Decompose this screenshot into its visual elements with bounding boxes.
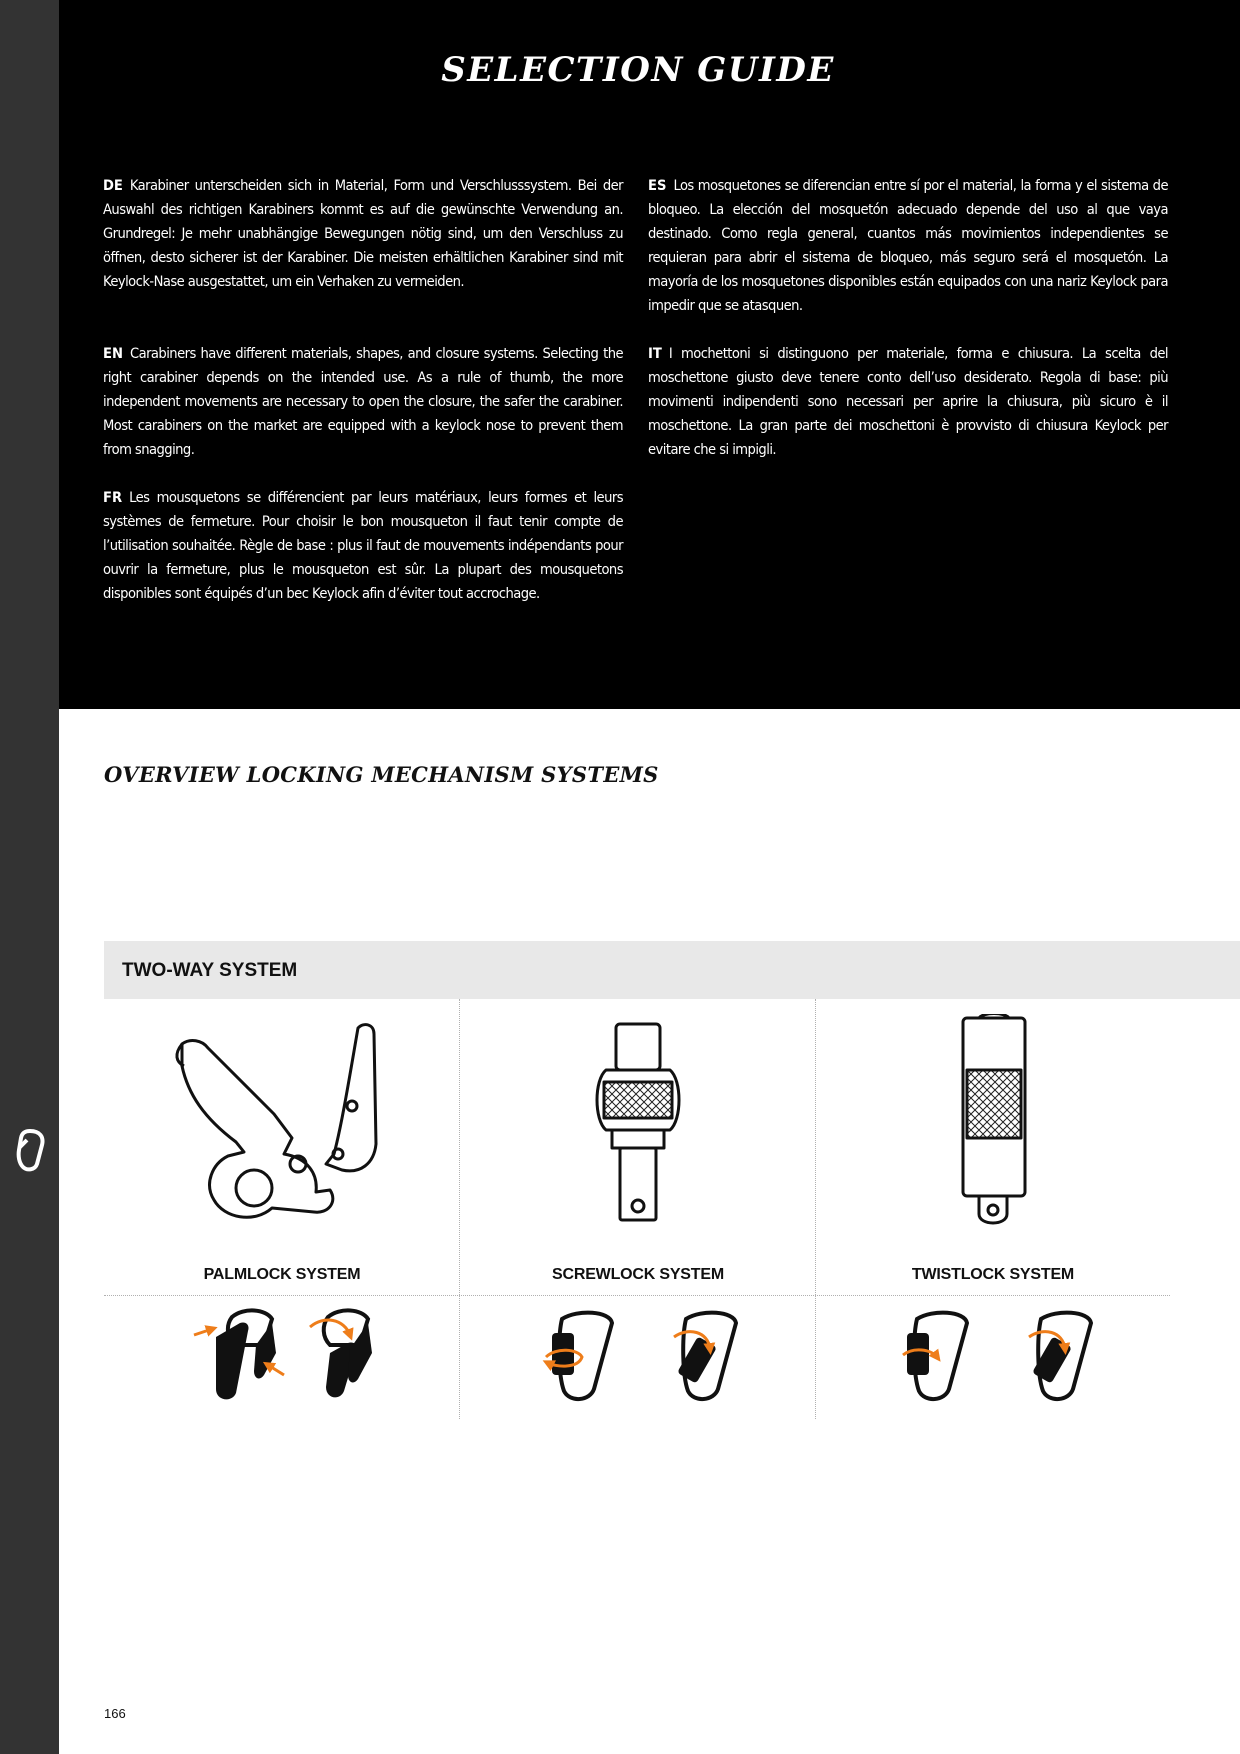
twistlock-column <box>815 999 1171 1419</box>
sidebar <box>0 0 59 1754</box>
paragraph-es <box>648 174 1168 318</box>
language-code-it: IT <box>648 345 662 362</box>
system-header-label: TWO-WAY SYSTEM <box>122 960 298 981</box>
language-code-de: DE <box>103 177 123 194</box>
paragraph-de <box>103 174 623 294</box>
paragraph-text-de: Karabiner unterscheiden sich in Material, Form und Verschlusssystem. Bei der Auswahl des richtigen Karabiners kommt es auf die gewünschte Verwendung an. Grundregel: Je mehr unabhängige Bewegungen nötig sind, um den Verschluss zu öffnen, desto sicherer ist der Karabiner. Die meisten erhältlichen Karabiner sind mit Keylock-Nase ausgestattet, um ein Verhaken zu vermeiden. <box>103 177 623 290</box>
palmlock-label: PALMLOCK SYSTEM <box>203 1266 361 1283</box>
language-code-en: EN <box>103 345 123 362</box>
paragraph-it <box>648 342 1168 462</box>
system-header-bar <box>104 941 1240 999</box>
twistlock-operation-icon <box>815 1305 1171 1415</box>
paragraph-text-en: Carabiners have different materials, shapes, and closure systems. Selecting the right carabiner depends on the intended use. As a rule of thumb, the more independent movements are necessary to open the closure, the safer the carabiner. Most carabiners on the market are equipped with a keylock nose to prevent them from snagging. <box>103 345 623 458</box>
screwlock-operation-icon <box>460 1305 816 1415</box>
language-code-es: ES <box>648 177 667 194</box>
page-number: 166 <box>104 1706 126 1721</box>
palmlock-icon <box>104 1014 460 1254</box>
twistlock-icon <box>815 1014 1171 1254</box>
screwlock-icon <box>460 1014 816 1254</box>
paragraph-text-it: I mochettoni si distinguono per materiale, forma e chiusura. La scelta del moschettone giusto deve tenere conto dell’uso desiderato. Regola di base: più movimenti indipendenti sono necessari per aprire la chiusura, più sicuro è il moschettone. La gran parte dei moschettoni è provvisto di chiusura Keylock per evitare che si impigli. <box>648 345 1168 458</box>
screwlock-label: SCREWLOCK SYSTEM <box>552 1266 724 1283</box>
palmlock-column <box>104 999 460 1419</box>
section-title: OVERVIEW LOCKING MECHANISM SYSTEMS <box>104 762 659 787</box>
paragraph-text-fr: Les mousquetons se différencient par leurs matériaux, leurs formes et leurs systèmes de fermeture. Pour choisir le bon mousqueton il faut tenir compte de l’utilisation souhaitée. Règle de base : plus il faut de mouvements indépendants pour ouvrir la fermeture, plus le mousqueton est sûr. La plupart des mousquetons disponibles sont équipés d’un bec Keylock afin d’éviter tout accrochage. <box>103 489 623 602</box>
hero-section <box>59 0 1240 709</box>
paragraph-en <box>103 342 623 462</box>
page-title: SELECTION GUIDE <box>441 50 835 90</box>
twistlock-label: TWISTLOCK SYSTEM <box>911 1266 1075 1283</box>
carabiner-icon <box>13 1128 47 1172</box>
palmlock-operation-icon <box>104 1305 460 1415</box>
language-code-fr: FR <box>103 489 123 506</box>
paragraph-fr <box>103 486 623 606</box>
screwlock-column <box>460 999 816 1419</box>
paragraph-text-es: Los mosquetones se diferencian entre sí por el material, la forma y el sistema de bloqueo. La elección del mosquetón adecuado depende del uso al que vaya destinado. Como regla general, cuantos más movimientos independientes se requieran para abrir el sistema de bloqueo, más seguro será el mosquetón. La mayoría de los mosquetones disponibles están equipados con una nariz Keylock para impedir que se atasquen. <box>648 177 1168 314</box>
